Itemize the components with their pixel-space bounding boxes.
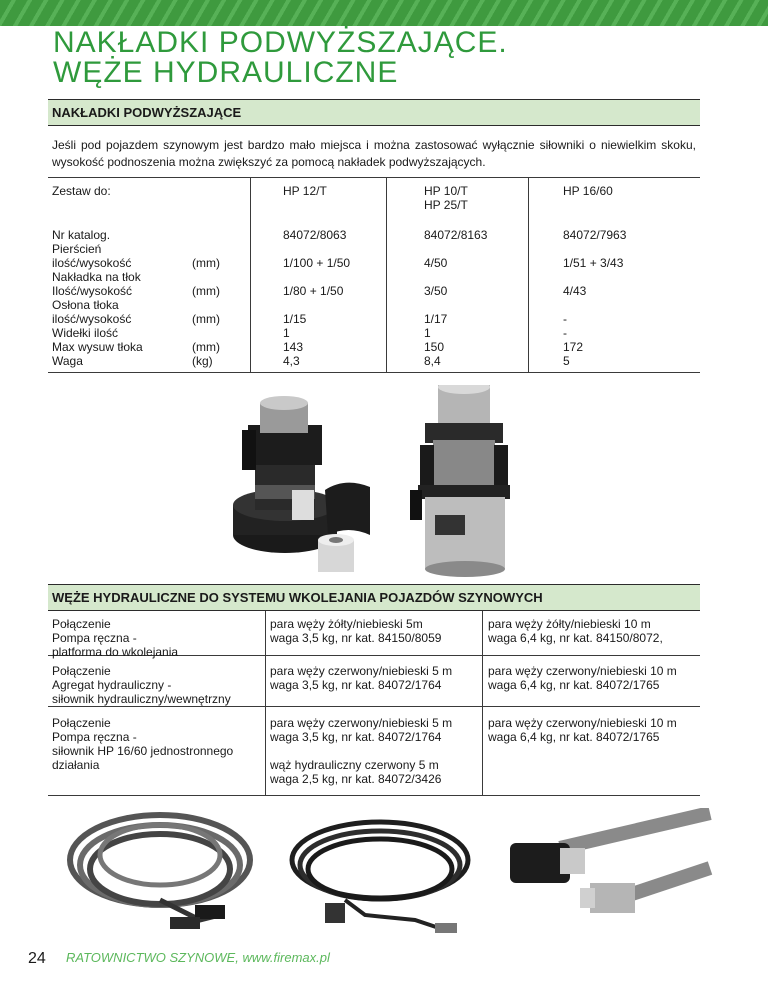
cell-line: waga 6,4 kg, nr kat. 84072/1765	[488, 730, 660, 744]
cell-line: waga 3,5 kg, nr kat. 84150/8059	[270, 631, 442, 645]
label-line: platforma do wkolejania	[52, 645, 179, 659]
label-line: działania	[52, 758, 100, 772]
hose-coupler-photo	[500, 808, 715, 933]
value-cell: 1/17	[424, 312, 448, 326]
title-line-2: WĘŻE HYDRAULICZNE	[53, 56, 399, 89]
hose-table-bottom-rule	[48, 795, 700, 796]
col-header-hp12t-line: HP 12/T	[283, 184, 327, 198]
hose-row-1-label	[52, 617, 178, 659]
value-cell: 8,4	[424, 354, 441, 368]
cell-line: waga 6,4 kg, nr kat. 84072/1765	[488, 678, 660, 692]
value-cell: -	[563, 312, 567, 326]
value-cell: 1/15	[283, 312, 307, 326]
value-cell: 1/51 + 3/43	[563, 256, 624, 270]
row-label: Max wysuw tłoka	[52, 340, 143, 354]
hose-table-divider-1	[265, 611, 266, 796]
value-cell: 4,3	[283, 354, 300, 368]
cell-line: para węży żółty/niebieski 5m	[270, 617, 423, 631]
section-heading-weze: WĘŻE HYDRAULICZNE DO SYSTEMU WKOLEJANIA POJAZDÓW SZYNOWYCH	[48, 584, 700, 611]
row-labels	[52, 228, 143, 368]
col-header-hp10t-line1: HP 10/T	[424, 184, 468, 198]
label-line: Połączenie	[52, 664, 111, 678]
value-cell: 84072/8163	[424, 228, 488, 242]
label-line: Agregat hydrauliczny -	[52, 678, 172, 692]
label-line: Pompa ręczna -	[52, 730, 137, 744]
value-cell: -	[563, 326, 567, 340]
hose-row-3-label	[52, 716, 260, 772]
value-cell: 4/50	[424, 256, 448, 270]
hose-row-3-col2	[488, 716, 677, 744]
col-header-hp12t	[283, 184, 327, 198]
hose-coil-photo-2	[285, 815, 485, 940]
cell-line: waga 3,5 kg, nr kat. 84072/1764	[270, 730, 442, 744]
row-label: Osłona tłoka	[52, 298, 119, 312]
label-line: Pompa ręczna -	[52, 631, 137, 645]
col-header-hp10t-line2: HP 25/T	[424, 198, 468, 212]
value-cell: 5	[563, 354, 570, 368]
value-cell: 1/100 + 1/50	[283, 256, 351, 270]
table-divider-2	[386, 177, 387, 373]
row-label: Nr katalog.	[52, 228, 111, 242]
page-title	[53, 28, 508, 88]
table-top-rule	[48, 177, 700, 178]
intro-paragraph: Jeśli pod pojazdem szynowym jest bardzo mało miejsca i można zastosować wyłącznie siłowniki o niewielkim skoku, wysokość podnoszenia można zwiększyć za pomocą nakładek podwyższających.	[52, 138, 696, 169]
row-label: Pierścień	[52, 242, 102, 256]
value-cell: 1	[283, 326, 290, 340]
value-cell: 172	[563, 340, 584, 354]
cell-line: waga 6,4 kg, nr kat. 84150/8072,	[488, 631, 663, 645]
hose-row-1-col1	[270, 617, 441, 645]
cell-line: para węży czerwony/niebieski 5 m	[270, 664, 453, 678]
hose-row-2-label	[52, 664, 231, 706]
label-line: Połączenie	[52, 716, 111, 730]
value-cell: 150	[424, 340, 445, 354]
unit-mm-2: (mm)	[192, 284, 220, 298]
table-bottom-rule	[48, 372, 700, 373]
cell-line: wąż hydrauliczny czerwony 5 m	[270, 758, 439, 772]
col-header-hp1660-line: HP 16/60	[563, 184, 613, 198]
unit-mm-3: (mm)	[192, 312, 220, 326]
label-line: siłownik HP 16/60 jednostronnego	[52, 744, 234, 758]
cell-line: waga 2,5 kg, nr kat. 84072/3426	[270, 772, 442, 786]
section-heading-nakladki: NAKŁADKI PODWYŻSZAJĄCE	[48, 99, 700, 126]
row-label: ilość/wysokość	[52, 312, 132, 326]
page-number: 24	[28, 950, 46, 967]
footer-text: RATOWNICTWO SZYNOWE, www.firemax.pl	[66, 950, 330, 965]
hose-coil-photo-1	[60, 805, 260, 950]
unit-mm-1: (mm)	[192, 256, 220, 270]
cell-line: para węży czerwony/niebieski 10 m	[488, 716, 677, 730]
hose-row-2-col1	[270, 664, 452, 692]
table-divider-1	[250, 177, 251, 373]
row-label: Widełki ilość	[52, 326, 119, 340]
table-divider-3	[528, 177, 529, 373]
cylinders-photo	[230, 385, 520, 580]
zestaw-label: Zestaw do:	[52, 184, 111, 198]
col-header-hp1660	[563, 184, 613, 198]
cell-line: para węży czerwony/niebieski 10 m	[488, 664, 677, 678]
value-cell: 3/50	[424, 284, 448, 298]
cell-line: para węży czerwony/niebieski 5 m	[270, 716, 453, 730]
top-stripe-band	[0, 0, 768, 26]
cell-line: waga 3,5 kg, nr kat. 84072/1764	[270, 678, 442, 692]
value-cell: 143	[283, 340, 304, 354]
row-label: ilość/wysokość	[52, 256, 132, 270]
hose-row-2-col2	[488, 664, 677, 692]
title-line-1: NAKŁADKI PODWYŻSZAJĄCE.	[53, 26, 508, 59]
value-cell: 84072/8063	[283, 228, 347, 242]
unit-mm-4: (mm)	[192, 340, 220, 354]
label-line: Połączenie	[52, 617, 111, 631]
value-cell: 84072/7963	[563, 228, 627, 242]
hose-row-3-col1	[270, 716, 452, 786]
row-label: Waga	[52, 354, 83, 368]
value-cell: 4/43	[563, 284, 587, 298]
hose-row-rule-2	[48, 706, 700, 707]
value-cell: 1/80 + 1/50	[283, 284, 344, 298]
value-cell: 1	[424, 326, 431, 340]
hose-row-1-col2	[488, 617, 663, 645]
row-label: Nakładka na tłok	[52, 270, 141, 284]
hose-table-divider-2	[482, 611, 483, 796]
unit-kg: (kg)	[192, 354, 213, 368]
cell-line-spacer	[270, 744, 452, 758]
row-label: Ilość/wysokość	[52, 284, 133, 298]
label-line: siłownik hydrauliczny/wewnętrzny	[52, 692, 231, 706]
cell-line: para węży żółty/niebieski 10 m	[488, 617, 651, 631]
col-header-hp10t	[424, 184, 468, 212]
